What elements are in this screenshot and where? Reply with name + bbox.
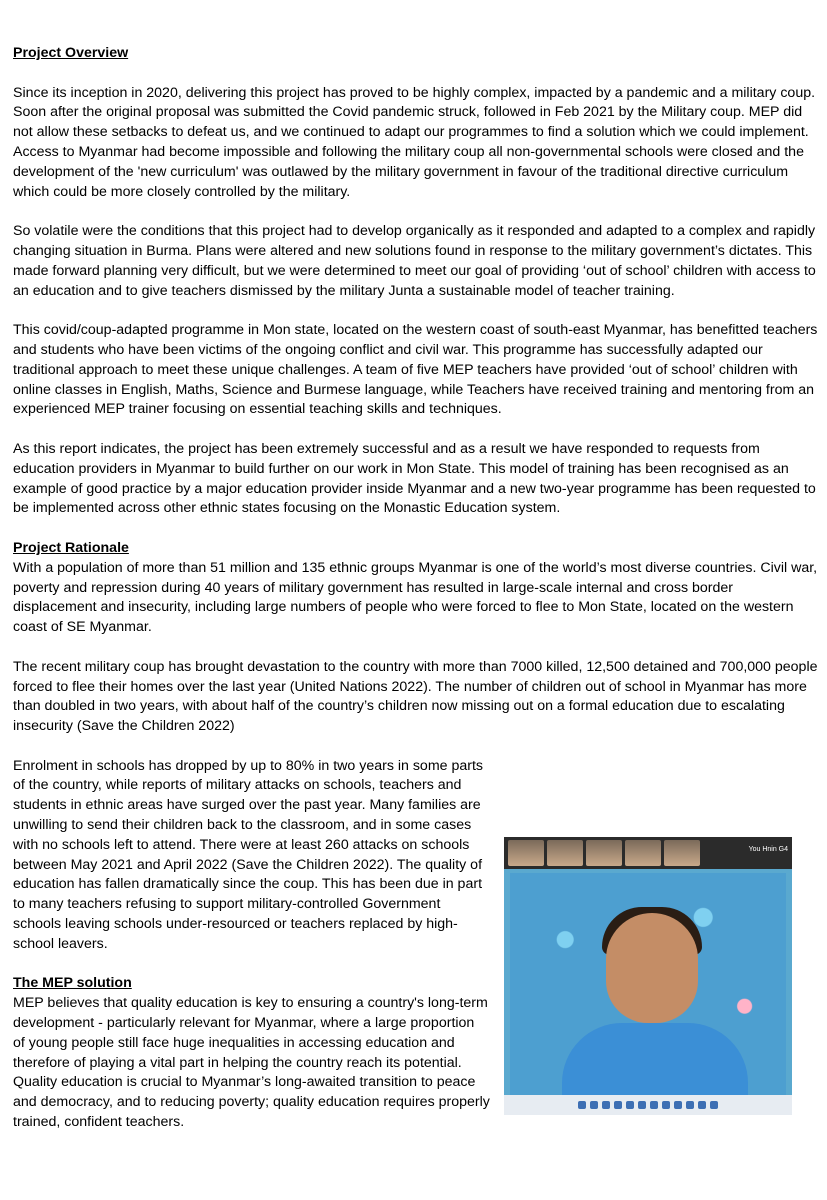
app-icon — [626, 1101, 634, 1109]
online-class-screenshot — [504, 837, 792, 1115]
overview-paragraph-1: Since its inception in 2020, delivering this project has proved to be highly complex, impacted by a pandemic and a military coup. Soon after the original proposal was submitted the Covid pandemic struck, followed in Feb 2021 by the Military coup. MEP did not allow these setbacks to defeat us, and we continued to adapt our programmes to find a solution which we could implement. Access to Myanmar had become impossible and following the military coup all non-governmental schools were closed and the development of the 'new curriculum' was outlawed by the military government in favour of the traditional directive curriculum which could be more closely controlled by the military. — [13, 84, 816, 200]
search-icon — [590, 1101, 598, 1109]
overview-paragraph-2: So volatile were the conditions that this project had to develop organically as it responded and adapted to a complex and rapidly changing situation in Burma. Plans were altered and new solutions found in response to the military government’s dictates. This made forward planning very difficult, but we were determined to meet our goal of providing ‘out of school’ children with access to an education and to give teachers dismissed by the military Junta a sustainable model of teacher training. — [13, 223, 816, 299]
participant-tile — [586, 840, 622, 866]
video-call-participant-strip — [504, 837, 792, 869]
start-icon — [578, 1101, 586, 1109]
app-icon — [662, 1101, 670, 1109]
section-heading-solution: The MEP solution — [13, 975, 132, 992]
app-icon — [602, 1101, 610, 1109]
app-icon — [710, 1101, 718, 1109]
rationale-paragraph-1: With a population of more than 51 million and 135 ethnic groups Myanmar is one of the world’s most diverse countries. Civil war, poverty and repression during 40 years of military government has resulted in large-scale internal and cross border displacement and insecurity, including large numbers of people who were forced to flee to Mon State, located on the western coast of SE Myanmar. — [13, 559, 818, 636]
solution-paragraph-1: MEP believes that quality education is key to ensuring a country's long-term development - particularly relevant for Myanmar, where a large proportion of young people still face huge inequalities in accessing education and therefore of playing a vital part in helping the country reach its potential. Quality education is crucial to Myanmar’s long-awaited transition to peace and democracy, and to reducing poverty; quality education requires properly trained, confident teachers. — [13, 995, 490, 1131]
app-icon — [638, 1101, 646, 1109]
app-icon — [614, 1101, 622, 1109]
child-shirt — [562, 1023, 748, 1103]
app-icon — [698, 1101, 706, 1109]
rationale-paragraph-2: The recent military coup has brought devastation to the country with more than 7000 killed, 12,500 detained and 700,000 people forced to flee their homes over the last year (United Nations 2022). The number of children out of school in Myanmar has more than doubled in two years, with about half of the country’s children now missing out on a formal education due to escalating insecurity (Save the Children 2022) — [13, 658, 818, 735]
participant-name-label: You Hnin G4 — [748, 845, 788, 853]
participant-tile — [547, 840, 583, 866]
participant-tile — [664, 840, 700, 866]
section-heading-overview: Project Overview — [13, 45, 129, 61]
rationale-paragraph-3-text: Enrolment in schools has dropped by up to 80% in two years in some parts of the country, while reports of military attacks on schools, teachers and students in ethnic areas have surged over the past year. Many families are unwilling to send their children back to the classroom, and in some cases with no schools left to attend. There were at least 260 attacks on schools between May 2021 and April 2022 (Save the Children 2022). The quality of education has fallen dramatically since the coup. This has been due in part to many teachers refusing to support military-controlled Government schools leaving schools under-resourced or teachers replaced by high-school leavers. — [13, 757, 484, 952]
overview-paragraph-4: As this report indicates, the project has been extremely successful and as a result we have responded to requests from education providers in Myanmar to build further on our work in Mon State. This model of training has been recognised as an example of good practice by a major education provider inside Myanmar and a new two-year programme has been requested to be implemented across other ethnic states focusing on the Monastic Education system. — [13, 440, 816, 517]
app-icon — [650, 1101, 658, 1109]
child-face — [606, 913, 698, 1023]
section-heading-rationale: Project Rationale — [13, 539, 129, 556]
overview-paragraph-3: This covid/coup-adapted programme in Mon state, located on the western coast of south-east Myanmar, has benefitted teachers and students who have been victims of the ongoing conflict and civil war. This programme has successfully adapted our traditional approach to meet these unique challenges. A team of five MEP teachers have provided ‘out of school’ children with online classes in English, Maths, Science and Burmese language, while Teachers have received training and mentoring from an experienced MEP trainer focusing on essential teaching skills and techniques. — [13, 322, 818, 418]
document-page — [13, 44, 819, 1153]
app-icon — [686, 1101, 694, 1109]
participant-tile — [625, 840, 661, 866]
wrapped-content — [13, 757, 819, 1133]
participant-tile — [508, 840, 544, 866]
child-video-feed — [510, 873, 786, 1095]
app-icon — [674, 1101, 682, 1109]
windows-taskbar — [504, 1095, 792, 1115]
